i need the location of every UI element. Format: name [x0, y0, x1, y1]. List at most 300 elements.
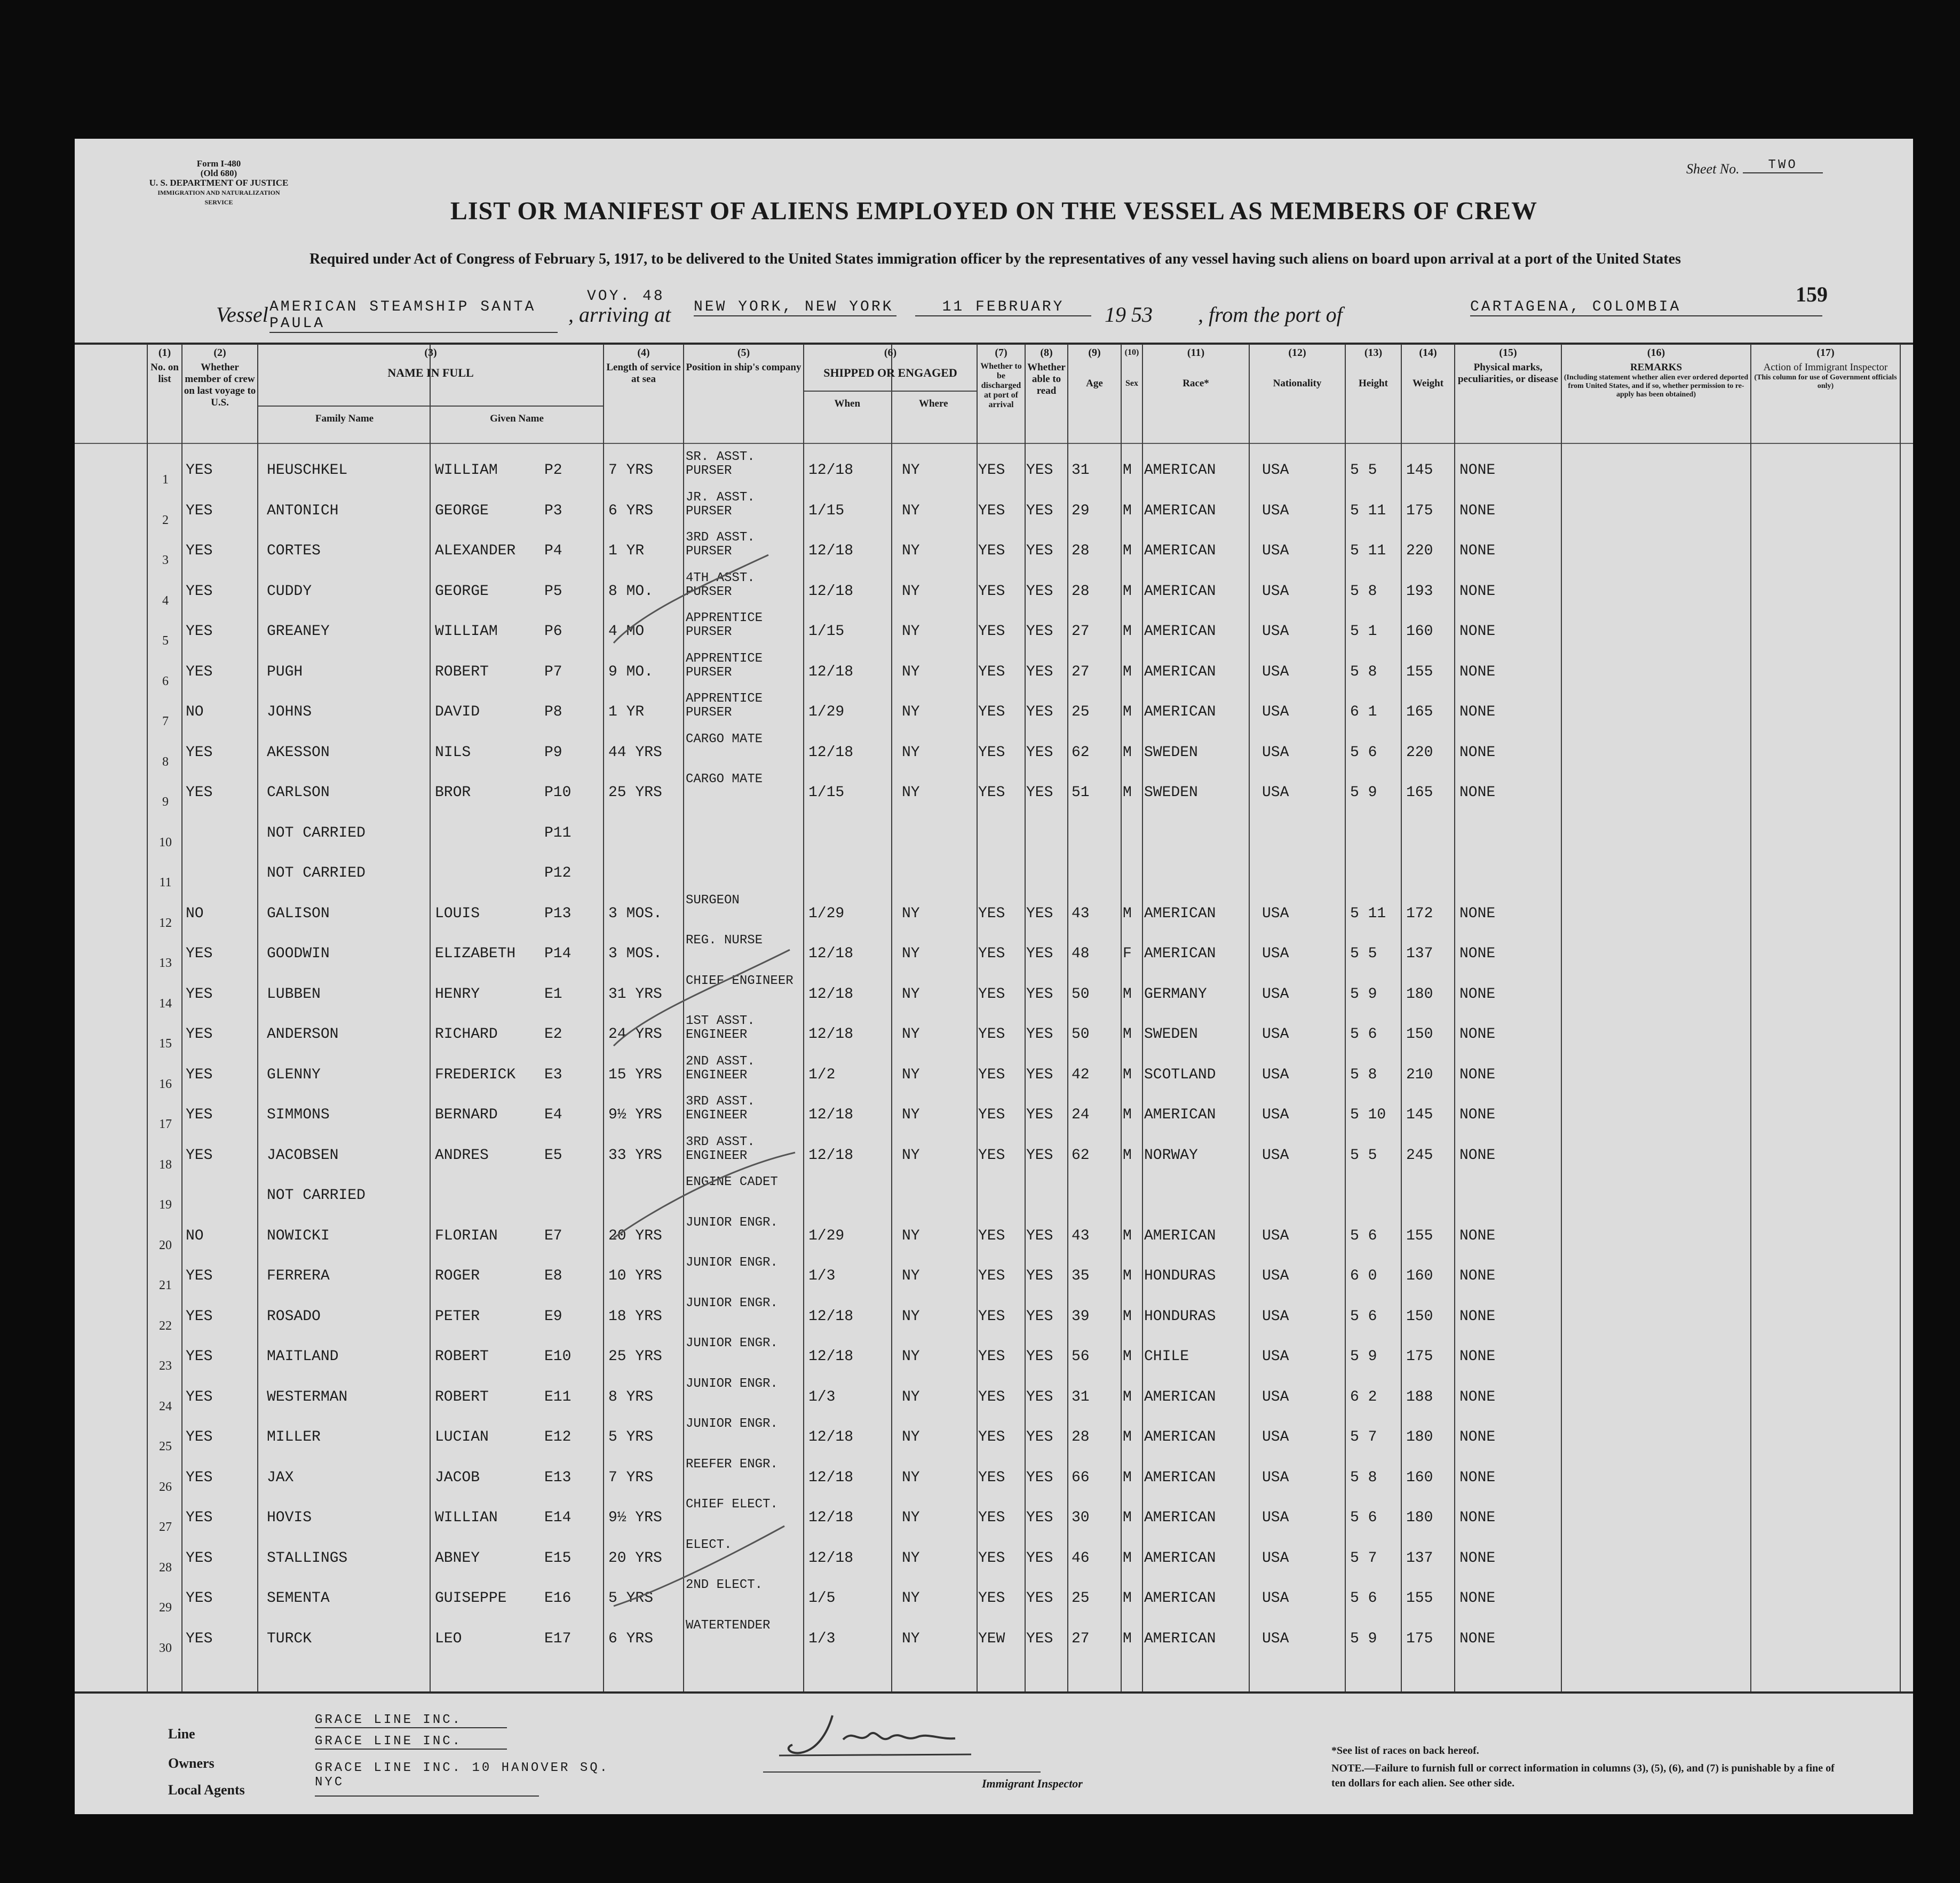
row-number: 27 — [159, 1520, 172, 1534]
agents-label: Local Agents — [168, 1782, 245, 1798]
shipped-when-cell: 12/18 — [808, 1509, 854, 1526]
previous-voyage-cell: YES — [186, 1026, 213, 1043]
crew-code-cell: P4 — [544, 543, 562, 559]
able-to-read-cell: YES — [1026, 623, 1053, 640]
position-cell: REG. NURSE — [686, 934, 763, 948]
physical-marks-cell: NONE — [1459, 1469, 1496, 1486]
discharged-cell: YES — [978, 1469, 1005, 1486]
nationality-cell: USA — [1262, 1147, 1289, 1164]
given-name-cell: LUCIAN — [435, 1429, 489, 1445]
previous-voyage-cell: YES — [186, 1590, 213, 1607]
shipped-when-cell: 1/3 — [808, 1268, 836, 1284]
row-number: 14 — [159, 996, 172, 1011]
sex-cell: M — [1123, 1630, 1132, 1647]
race-cell: AMERICAN — [1144, 1590, 1216, 1607]
physical-marks-cell: NONE — [1459, 1147, 1496, 1164]
family-name-cell: JACOBSEN — [267, 1147, 339, 1164]
nationality-cell: USA — [1262, 1227, 1289, 1244]
given-name-cell: FREDERICK — [435, 1066, 516, 1083]
crew-code-cell: E5 — [544, 1147, 562, 1164]
given-name-cell: RICHARD — [435, 1026, 498, 1043]
position-cell: APPRENTICE PURSER — [686, 692, 763, 720]
service-length-cell: 5 YRS — [608, 1590, 654, 1607]
family-name-cell: JOHNS — [267, 704, 312, 720]
shipped-where-cell: NY — [902, 1308, 920, 1325]
shipped-where-cell: NY — [902, 1268, 920, 1284]
shipped-where-cell: NY — [902, 462, 920, 479]
given-name-cell: PETER — [435, 1308, 480, 1325]
height-cell: 5 7 — [1350, 1550, 1377, 1567]
shipped-where-cell: NY — [902, 1429, 920, 1445]
line-value-2: GRACE LINE INC. — [315, 1734, 507, 1750]
race-cell: AMERICAN — [1144, 704, 1216, 720]
discharged-cell: YES — [978, 986, 1005, 1003]
shipped-when-cell: 12/18 — [808, 663, 854, 680]
position-cell: 3RD ASST. ENGINEER — [686, 1095, 755, 1123]
previous-voyage-cell: NO — [186, 905, 204, 922]
shipped-where-cell: NY — [902, 1469, 920, 1486]
able-to-read-cell: YES — [1026, 1308, 1053, 1325]
given-name-cell: ROBERT — [435, 1388, 489, 1405]
race-cell: AMERICAN — [1144, 623, 1216, 640]
family-name-cell: GALISON — [267, 905, 330, 922]
race-cell: AMERICAN — [1144, 1227, 1216, 1244]
previous-voyage-cell: YES — [186, 1388, 213, 1405]
weight-cell: 145 — [1406, 1107, 1433, 1123]
weight-cell: 160 — [1406, 1268, 1433, 1284]
race-cell: AMERICAN — [1144, 1107, 1216, 1123]
age-cell: 56 — [1072, 1348, 1090, 1365]
previous-voyage-cell: YES — [186, 1630, 213, 1647]
crew-code-cell: P8 — [544, 704, 562, 720]
physical-marks-cell: NONE — [1459, 784, 1496, 801]
discharged-cell: YES — [978, 1550, 1005, 1567]
col-header-age: (9) Age — [1086, 347, 1103, 389]
weight-cell: 165 — [1406, 784, 1433, 801]
row-number: 1 — [162, 473, 169, 487]
position-cell: CARGO MATE — [686, 773, 763, 786]
family-name-cell: SIMMONS — [267, 1107, 330, 1123]
shipped-when-cell: 12/18 — [808, 1107, 854, 1123]
age-cell: 30 — [1072, 1509, 1090, 1526]
nationality-cell: USA — [1262, 905, 1289, 922]
age-cell: 50 — [1072, 986, 1090, 1003]
table-row — [75, 528, 1913, 568]
manifest-sheet — [75, 139, 1913, 1814]
age-cell: 29 — [1072, 502, 1090, 519]
discharged-cell: YES — [978, 1107, 1005, 1123]
shipped-where-cell: NY — [902, 1590, 920, 1607]
form-number: Form I-480 — [196, 158, 241, 169]
crew-code-cell: E11 — [544, 1388, 572, 1405]
nationality-cell: USA — [1262, 986, 1289, 1003]
able-to-read-cell: YES — [1026, 1509, 1053, 1526]
sex-cell: M — [1123, 986, 1132, 1003]
discharged-cell: YES — [978, 1590, 1005, 1607]
shipped-where-cell: NY — [902, 784, 920, 801]
family-name-cell: PUGH — [267, 663, 303, 680]
height-cell: 5 8 — [1350, 663, 1377, 680]
table-row — [75, 1011, 1913, 1052]
row-number: 13 — [159, 956, 172, 970]
family-name-cell: GREANEY — [267, 623, 330, 640]
nationality-cell: USA — [1262, 1388, 1289, 1405]
age-cell: 50 — [1072, 1026, 1090, 1043]
crew-code-cell: P14 — [544, 946, 572, 962]
sex-cell: M — [1123, 623, 1132, 640]
family-name-cell: AKESSON — [267, 744, 330, 761]
col-header-nationality: (12) Nationality — [1273, 347, 1322, 389]
given-name-cell: GUISEPPE — [435, 1590, 507, 1607]
service-length-cell: 33 YRS — [608, 1147, 662, 1164]
inspector-signature — [768, 1707, 982, 1766]
table-row — [75, 931, 1913, 971]
crew-code-cell: P9 — [544, 744, 562, 761]
nationality-cell: USA — [1262, 1348, 1289, 1365]
arriving-port: NEW YORK, NEW YORK — [694, 299, 896, 316]
weight-cell: 150 — [1406, 1026, 1433, 1043]
inspector-label: Immigrant Inspector — [982, 1777, 1083, 1790]
given-name-cell: DAVID — [435, 704, 480, 720]
height-cell: 5 7 — [1350, 1429, 1377, 1445]
discharged-cell: YES — [978, 543, 1005, 559]
shipped-where-cell: NY — [902, 1550, 920, 1567]
race-cell: SCOTLAND — [1144, 1066, 1216, 1083]
position-cell: 2ND ELECT. — [686, 1578, 763, 1592]
nationality-cell: USA — [1262, 946, 1289, 962]
row-number: 11 — [159, 876, 172, 889]
discharged-cell: YEW — [978, 1630, 1005, 1647]
shipped-when-cell: 1/5 — [808, 1590, 836, 1607]
able-to-read-cell: YES — [1026, 583, 1053, 600]
sex-cell: M — [1123, 1348, 1132, 1365]
given-name-cell: ANDRES — [435, 1147, 489, 1164]
table-row — [75, 1575, 1913, 1616]
sex-cell: M — [1123, 1550, 1132, 1567]
race-cell: SWEDEN — [1144, 1026, 1198, 1043]
row-number: 8 — [162, 754, 169, 769]
physical-marks-cell: NONE — [1459, 1066, 1496, 1083]
weight-cell: 172 — [1406, 905, 1433, 922]
crew-code-cell: E17 — [544, 1630, 572, 1647]
discharged-cell: YES — [978, 946, 1005, 962]
race-cell: AMERICAN — [1144, 462, 1216, 479]
given-name-cell: WILLIAM — [435, 623, 498, 640]
sheet-number — [1686, 158, 1823, 179]
row-number: 23 — [159, 1359, 172, 1373]
table-row — [75, 891, 1913, 931]
height-cell: 5 10 — [1350, 1107, 1386, 1123]
height-cell: 5 8 — [1350, 1066, 1377, 1083]
discharged-cell: YES — [978, 1348, 1005, 1365]
sex-cell: F — [1123, 946, 1132, 962]
position-cell: WATERTENDER — [686, 1618, 771, 1633]
age-cell: 27 — [1072, 1630, 1090, 1647]
previous-voyage-cell: YES — [186, 1147, 213, 1164]
shipped-where-cell: NY — [902, 946, 920, 962]
age-cell: 31 — [1072, 462, 1090, 479]
from-label: , from the port of — [1198, 303, 1343, 327]
table-row — [75, 488, 1913, 528]
physical-marks-cell: NONE — [1459, 986, 1496, 1003]
discharged-cell: YES — [978, 744, 1005, 761]
family-name-cell: CORTES — [267, 543, 321, 559]
service-length-cell: 1 YR — [608, 704, 645, 720]
discharged-cell: YES — [978, 1388, 1005, 1405]
crew-code-cell: P12 — [544, 865, 572, 881]
table-row — [75, 729, 1913, 770]
service-length-cell: 31 YRS — [608, 986, 662, 1003]
position-cell: SURGEON — [686, 893, 740, 908]
family-name-cell: ANDERSON — [267, 1026, 339, 1043]
sheet-label: Sheet No. — [1686, 161, 1740, 177]
col-header-previous-voyage: (2) Whether member of crew on last voyage to U.S. — [184, 347, 256, 408]
previous-voyage-cell: YES — [186, 462, 213, 479]
row-number: 22 — [159, 1318, 172, 1333]
able-to-read-cell: YES — [1026, 986, 1053, 1003]
given-name-cell: LEO — [435, 1630, 462, 1647]
family-name-cell: MILLER — [267, 1429, 321, 1445]
position-cell: SR. ASST. PURSER — [686, 450, 755, 478]
nationality-cell: USA — [1262, 1308, 1289, 1325]
sex-cell: M — [1123, 1590, 1132, 1607]
family-name-cell: ROSADO — [267, 1308, 321, 1325]
shipped-where-cell: NY — [902, 543, 920, 559]
service-length-cell: 20 YRS — [608, 1550, 662, 1567]
position-cell: 4TH ASST. PURSER — [686, 571, 755, 599]
service-length-cell: 44 YRS — [608, 744, 662, 761]
position-cell: 3RD ASST. ENGINEER — [686, 1135, 755, 1163]
physical-marks-cell: NONE — [1459, 543, 1496, 559]
vessel-name: AMERICAN STEAMSHIP SANTA PAULA — [269, 299, 558, 333]
row-number: 18 — [159, 1157, 172, 1172]
discharged-cell: YES — [978, 663, 1005, 680]
row-number: 28 — [159, 1560, 172, 1575]
shipped-where-cell: NY — [902, 1388, 920, 1405]
shipped-where-cell: NY — [902, 1348, 920, 1365]
given-name-cell: WILLIAM — [435, 462, 498, 479]
sex-cell: M — [1123, 704, 1132, 720]
col-header-height: (13) Height — [1359, 347, 1388, 389]
physical-marks-cell: NONE — [1459, 583, 1496, 600]
previous-voyage-cell: YES — [186, 744, 213, 761]
row-number: 9 — [162, 795, 169, 809]
previous-voyage-cell: YES — [186, 1348, 213, 1365]
physical-marks-cell: NONE — [1459, 744, 1496, 761]
position-cell: JR. ASST. PURSER — [686, 490, 755, 519]
nationality-cell: USA — [1262, 502, 1289, 519]
col-header-read: (8) Whether able to read — [1027, 347, 1066, 396]
col-header-name: (3) NAME IN FULL Family Name Given Name — [258, 347, 603, 440]
age-cell: 24 — [1072, 1107, 1090, 1123]
height-cell: 5 9 — [1350, 1348, 1377, 1365]
family-name-cell: WESTERMAN — [267, 1388, 348, 1405]
able-to-read-cell: YES — [1026, 1429, 1053, 1445]
position-cell: 3RD ASST. PURSER — [686, 531, 755, 559]
age-cell: 43 — [1072, 1227, 1090, 1244]
crew-code-cell: E16 — [544, 1590, 572, 1607]
weight-cell: 150 — [1406, 1308, 1433, 1325]
physical-marks-cell: NONE — [1459, 905, 1496, 922]
sex-cell: M — [1123, 583, 1132, 600]
service-length-cell: 25 YRS — [608, 1348, 662, 1365]
crew-code-cell: P7 — [544, 663, 562, 680]
shipped-when-cell: 1/29 — [808, 1227, 845, 1244]
row-number: 17 — [159, 1117, 172, 1131]
physical-marks-cell: NONE — [1459, 502, 1496, 519]
table-row — [75, 1132, 1913, 1173]
service-length-cell: 15 YRS — [608, 1066, 662, 1083]
family-name-cell: GOODWIN — [267, 946, 330, 962]
previous-voyage-cell: YES — [186, 1308, 213, 1325]
service-length-cell: 20 YRS — [608, 1227, 662, 1244]
weight-cell: 188 — [1406, 1388, 1433, 1405]
family-name-cell: CARLSON — [267, 784, 330, 801]
discharged-cell: YES — [978, 704, 1005, 720]
able-to-read-cell: YES — [1026, 1590, 1053, 1607]
sheet-value: TWO — [1743, 158, 1823, 173]
col-header-remarks: (16) REMARKS (Including statement whether alien ever ordered deported from United States, and if so, whether permission to re-apply has been obtained) — [1564, 347, 1749, 399]
shipped-when-cell: 12/18 — [808, 1026, 854, 1043]
able-to-read-cell: YES — [1026, 543, 1053, 559]
sex-cell: M — [1123, 462, 1132, 479]
given-name-cell: ROBERT — [435, 1348, 489, 1365]
row-number: 30 — [159, 1641, 172, 1655]
shipped-where-cell: NY — [902, 986, 920, 1003]
height-cell: 5 8 — [1350, 583, 1377, 600]
previous-voyage-cell: YES — [186, 986, 213, 1003]
nationality-cell: USA — [1262, 1066, 1289, 1083]
service-length-cell: 6 YRS — [608, 502, 654, 519]
row-number: 29 — [159, 1601, 172, 1615]
height-cell: 5 5 — [1350, 462, 1377, 479]
age-cell: 25 — [1072, 704, 1090, 720]
service-length-cell: 9 MO. — [608, 663, 654, 680]
col-header-discharged: (7) Whether to be discharged at port of arrival — [980, 347, 1022, 409]
nationality-cell: USA — [1262, 704, 1289, 720]
family-name-cell: NOT CARRIED — [267, 1187, 366, 1204]
family-name-cell: TURCK — [267, 1630, 312, 1647]
race-cell: SWEDEN — [1144, 744, 1198, 761]
crew-code-cell: P13 — [544, 905, 572, 922]
weight-cell: 180 — [1406, 1429, 1433, 1445]
position-cell: CARGO MATE — [686, 732, 763, 746]
discharged-cell: YES — [978, 462, 1005, 479]
family-name-cell: MAITLAND — [267, 1348, 339, 1365]
col-header-sex: (10) Sex — [1124, 348, 1139, 388]
able-to-read-cell: YES — [1026, 1550, 1053, 1567]
shipped-when-cell: 12/18 — [808, 946, 854, 962]
table-row — [75, 769, 1913, 810]
crew-code-cell: P11 — [544, 824, 572, 841]
penalty-note: NOTE.—Failure to furnish full or correct information in columns (3), (5), (6), and (7) is punishable by a fine of ten dollars for each alien. See other side. — [1331, 1762, 1835, 1789]
weight-cell: 220 — [1406, 543, 1433, 559]
races-note: *See list of races on back hereof. — [1331, 1745, 1479, 1757]
family-name-cell: HEUSCHKEL — [267, 462, 348, 479]
physical-marks-cell: NONE — [1459, 1388, 1496, 1405]
previous-voyage-cell: YES — [186, 784, 213, 801]
physical-marks-cell: NONE — [1459, 1107, 1496, 1123]
weight-cell: 175 — [1406, 1630, 1433, 1647]
shipped-when-cell: 1/15 — [808, 623, 845, 640]
nationality-cell: USA — [1262, 1469, 1289, 1486]
race-cell: AMERICAN — [1144, 1429, 1216, 1445]
height-cell: 5 6 — [1350, 1509, 1377, 1526]
given-name-cell: ROBERT — [435, 663, 489, 680]
shipped-where-cell: NY — [902, 744, 920, 761]
able-to-read-cell: YES — [1026, 502, 1053, 519]
previous-voyage-cell: NO — [186, 1227, 204, 1244]
col-header-action: (17) Action of Immigrant Inspector (This column for use of Government officials only) — [1754, 347, 1897, 390]
table-row — [75, 971, 1913, 1012]
age-cell: 43 — [1072, 905, 1090, 922]
discharged-cell: YES — [978, 1308, 1005, 1325]
discharged-cell: YES — [978, 502, 1005, 519]
sex-cell: M — [1123, 1107, 1132, 1123]
shipped-where-cell: NY — [902, 502, 920, 519]
row-number: 6 — [162, 674, 169, 688]
service-length-cell: 6 YRS — [608, 1630, 654, 1647]
weight-cell: 165 — [1406, 704, 1433, 720]
physical-marks-cell: NONE — [1459, 1590, 1496, 1607]
able-to-read-cell: YES — [1026, 1107, 1053, 1123]
sex-cell: M — [1123, 1147, 1132, 1164]
crew-code-cell: P6 — [544, 623, 562, 640]
shipped-when-cell: 12/18 — [808, 462, 854, 479]
service-length-cell: 5 YRS — [608, 1429, 654, 1445]
discharged-cell: YES — [978, 1147, 1005, 1164]
able-to-read-cell: YES — [1026, 1268, 1053, 1284]
shipped-when-cell: 1/29 — [808, 905, 845, 922]
age-cell: 31 — [1072, 1388, 1090, 1405]
height-cell: 5 9 — [1350, 784, 1377, 801]
height-cell: 6 0 — [1350, 1268, 1377, 1284]
position-cell: JUNIOR ENGR. — [686, 1377, 778, 1391]
physical-marks-cell: NONE — [1459, 1550, 1496, 1567]
table-row — [75, 447, 1913, 488]
race-cell: AMERICAN — [1144, 1630, 1216, 1647]
position-cell: JUNIOR ENGR. — [686, 1417, 778, 1431]
shipped-where-cell: NY — [902, 905, 920, 922]
age-cell: 35 — [1072, 1268, 1090, 1284]
height-cell: 5 6 — [1350, 1227, 1377, 1244]
row-number: 15 — [159, 1037, 172, 1051]
crew-code-cell: E15 — [544, 1550, 572, 1567]
shipped-where-cell: NY — [902, 1147, 920, 1164]
race-cell: AMERICAN — [1144, 1509, 1216, 1526]
age-cell: 46 — [1072, 1550, 1090, 1567]
row-number: 3 — [162, 553, 169, 567]
table-row — [75, 810, 1913, 851]
table-row — [75, 1333, 1913, 1374]
row-number: 24 — [159, 1399, 172, 1413]
sex-cell: M — [1123, 543, 1132, 559]
position-cell: CHIEF ELECT. — [686, 1498, 778, 1512]
form-old-number: (Old 680) — [200, 168, 237, 178]
age-cell: 28 — [1072, 583, 1090, 600]
position-cell: APPRENTICE PURSER — [686, 611, 763, 639]
table-row — [75, 1172, 1913, 1213]
row-number: 12 — [159, 916, 172, 930]
col-header-shipped: (6) SHIPPED OR ENGAGED When Where — [804, 347, 977, 440]
shipped-when-cell: 12/18 — [808, 986, 854, 1003]
shipped-where-cell: NY — [902, 1026, 920, 1043]
table-row — [75, 649, 1913, 689]
crew-code-cell: P10 — [544, 784, 572, 801]
table-row — [75, 1455, 1913, 1495]
able-to-read-cell: YES — [1026, 1469, 1053, 1486]
sex-cell: M — [1123, 905, 1132, 922]
